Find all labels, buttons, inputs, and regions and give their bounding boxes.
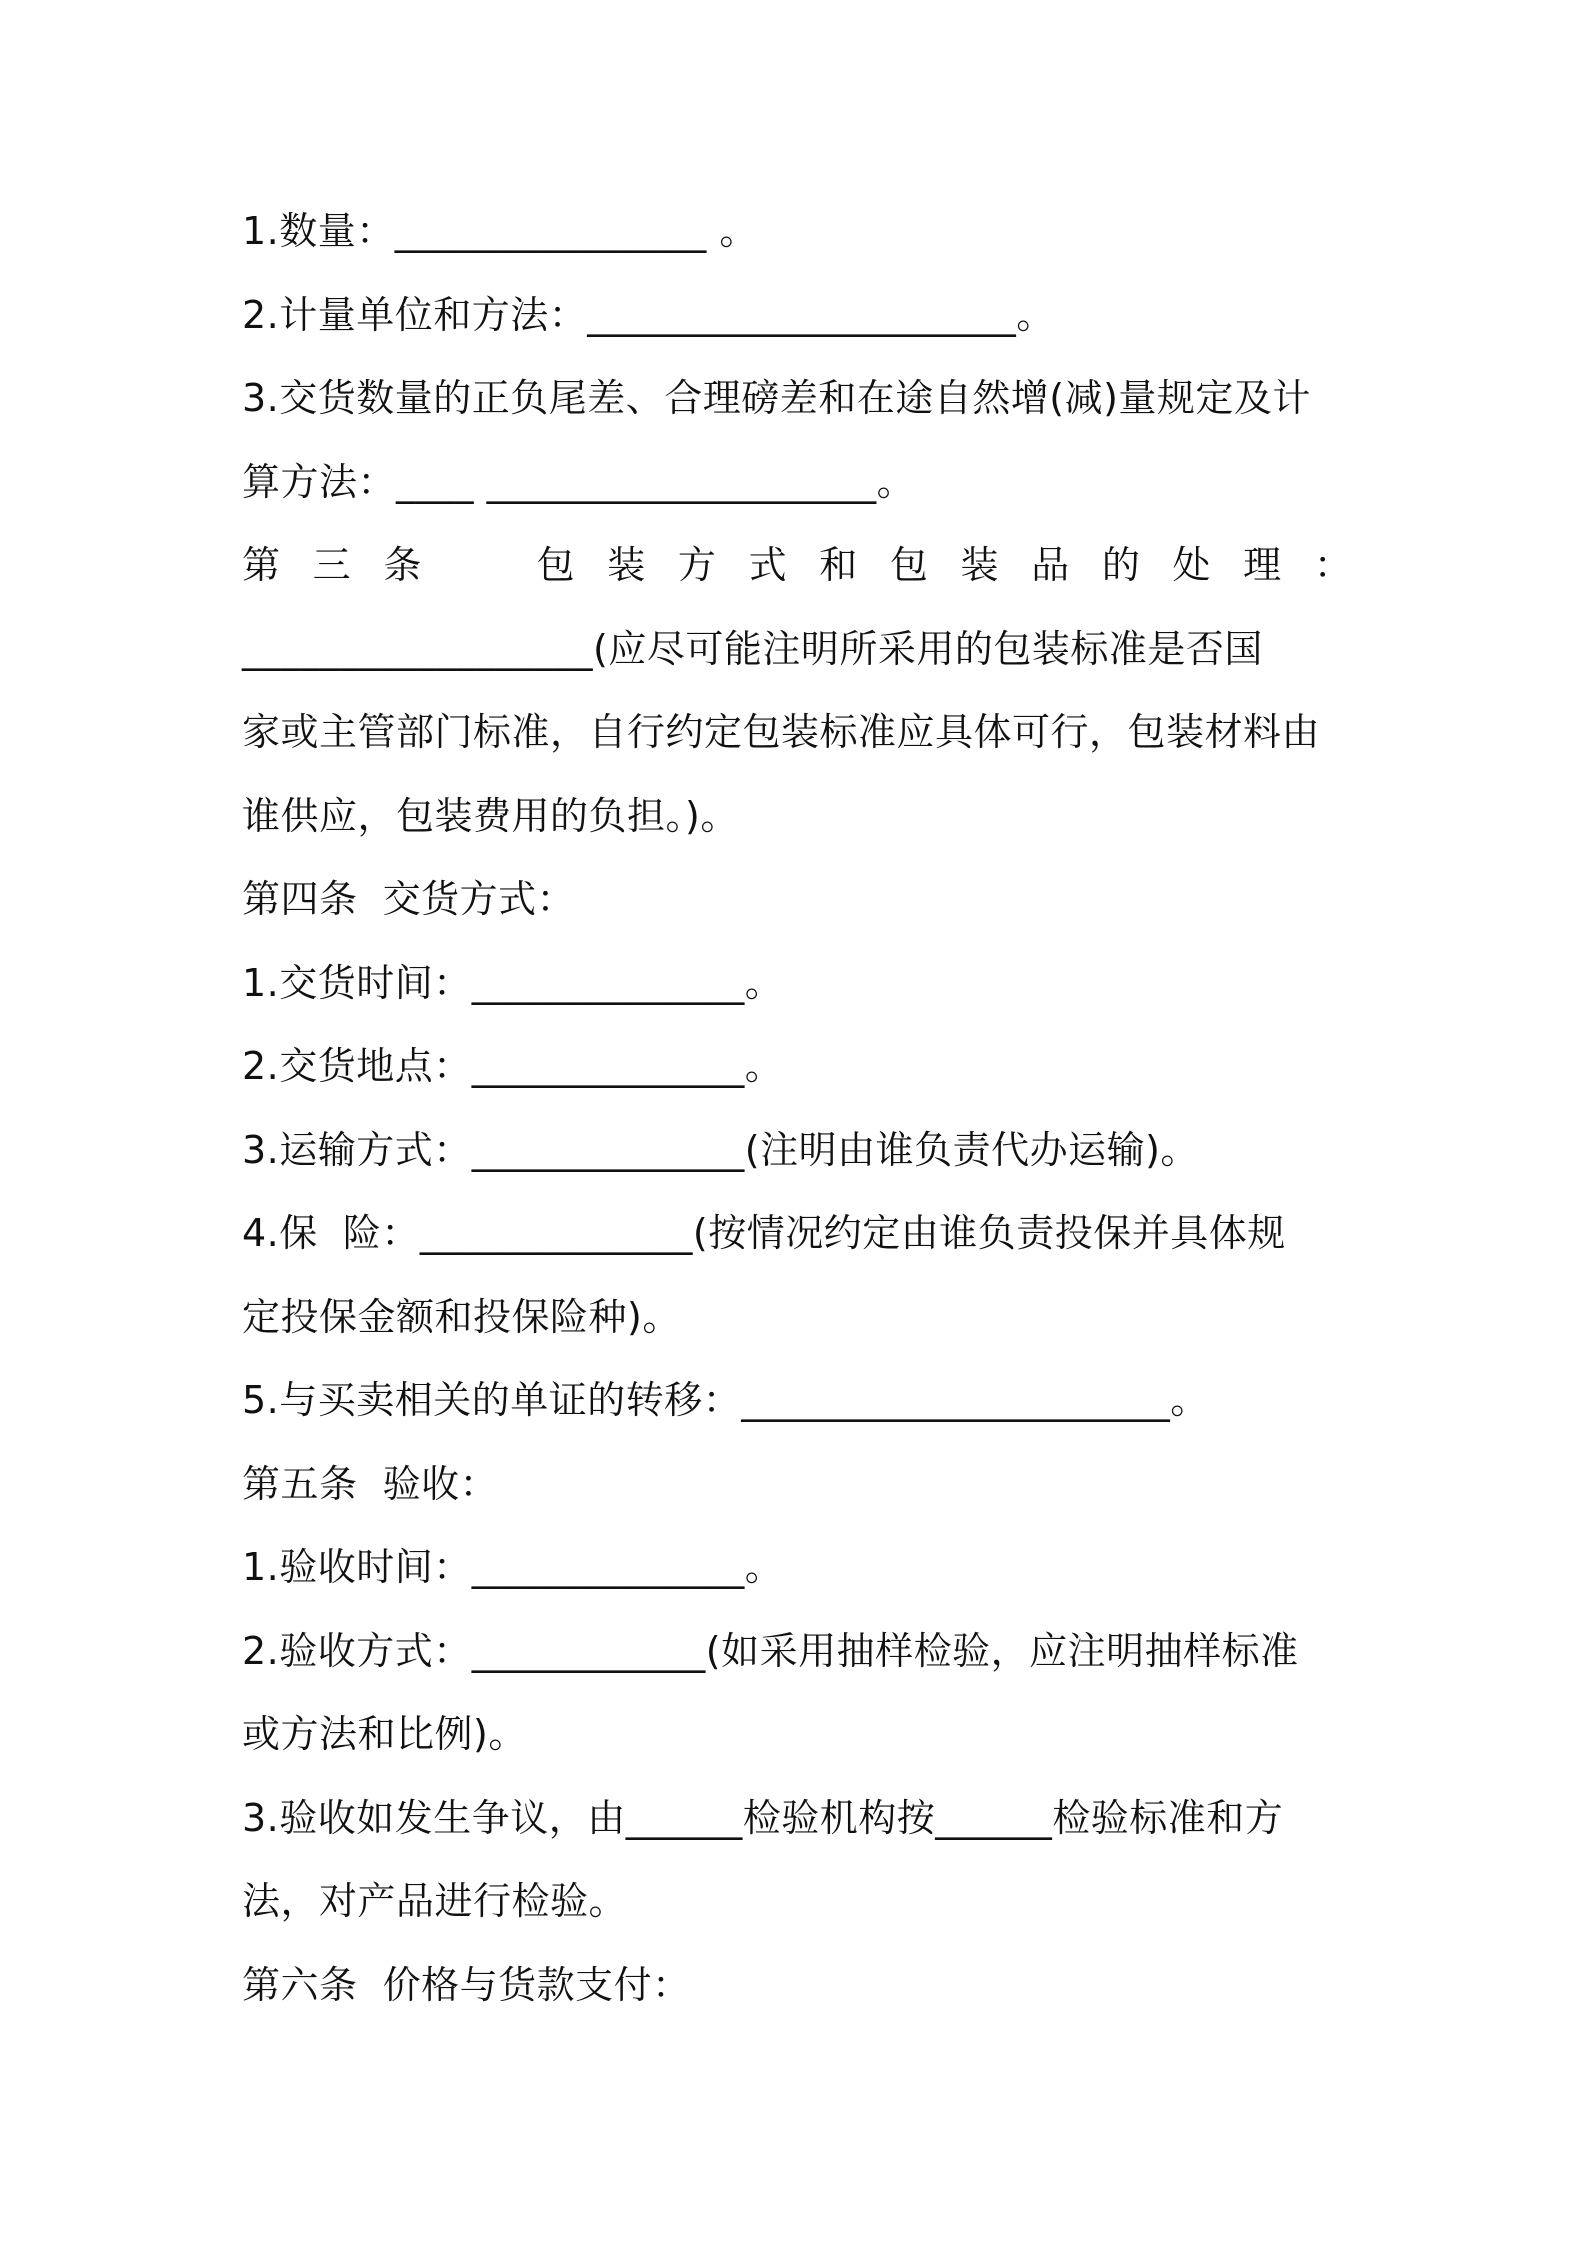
heading-char: ： — [1313, 543, 1352, 587]
heading-char: 式 — [748, 543, 787, 587]
heading-char: 理 — [1243, 543, 1282, 587]
packaging-line-3: 谁供应，包装费用的负担。)。 — [242, 793, 739, 838]
dispute-line-1: 3.验收如发生争议，由______检验机构按______检验标准和方 — [242, 1795, 1284, 1840]
transport-method-line: 3.运输方式：______________(注明由谁负责代办运输)。 — [242, 1127, 1199, 1172]
article-6-heading: 第六条 价格与货款支付： — [242, 1962, 691, 2007]
acceptance-method-line-2: 或方法和比例)。 — [242, 1712, 527, 1756]
article-5-heading: 第五条 验收： — [242, 1461, 499, 1506]
heading-char: 品 — [1031, 543, 1070, 587]
acceptance-method-line-1: 2.验收方式：____________(如采用抽样检验，应注明抽样标准 — [242, 1628, 1299, 1673]
packaging-line-1: __________________(应尽可能注明所采用的包装标准是否国 — [242, 626, 1263, 671]
dispute-line-2: 法，对产品进行检验。 — [242, 1879, 628, 1923]
heading-char: 处 — [1172, 543, 1211, 587]
heading-char: 装 — [607, 543, 646, 587]
article-3-heading — [242, 524, 1352, 608]
heading-char: 方 — [677, 543, 716, 587]
tolerance-line: 3.交货数量的正负尾差、合理磅差和在途自然增(减)量规定及计 — [242, 376, 1311, 420]
heading-char: 条 — [383, 543, 422, 587]
article-4-heading: 第四条 交货方式： — [242, 877, 576, 921]
heading-char: 包 — [889, 543, 928, 587]
heading-char: 的 — [1101, 543, 1140, 587]
insurance-line-2: 定投保金额和投保险种)。 — [242, 1294, 681, 1339]
insurance-line-1: 4.保 险：______________(按情况约定由谁负责投保并具体规 — [242, 1211, 1286, 1255]
heading-char: 装 — [960, 543, 999, 587]
heading-gap — [454, 524, 504, 608]
heading-char: 包 — [536, 543, 575, 587]
heading-char: 第 — [242, 543, 281, 587]
documents-transfer-line: 5.与买卖相关的单证的转移：______________________。 — [242, 1378, 1209, 1422]
packaging-line-2: 家或主管部门标准，自行约定包装标准应具体可行，包装材料由 — [242, 710, 1321, 754]
heading-char: 和 — [819, 543, 858, 587]
acceptance-time-line: 1.验收时间：______________。 — [242, 1545, 784, 1589]
heading-char: 三 — [312, 543, 351, 587]
document-body — [242, 190, 1352, 2027]
calculation-method-line: 算方法：____ ____________________。 — [242, 459, 916, 504]
delivery-place-line: 2.交货地点：______________。 — [242, 1044, 784, 1088]
quantity-line: 1.数量：________________ 。 — [242, 209, 758, 253]
unit-method-line: 2.计量单位和方法：______________________。 — [242, 292, 1055, 337]
delivery-time-line: 1.交货时间：______________。 — [242, 960, 784, 1005]
